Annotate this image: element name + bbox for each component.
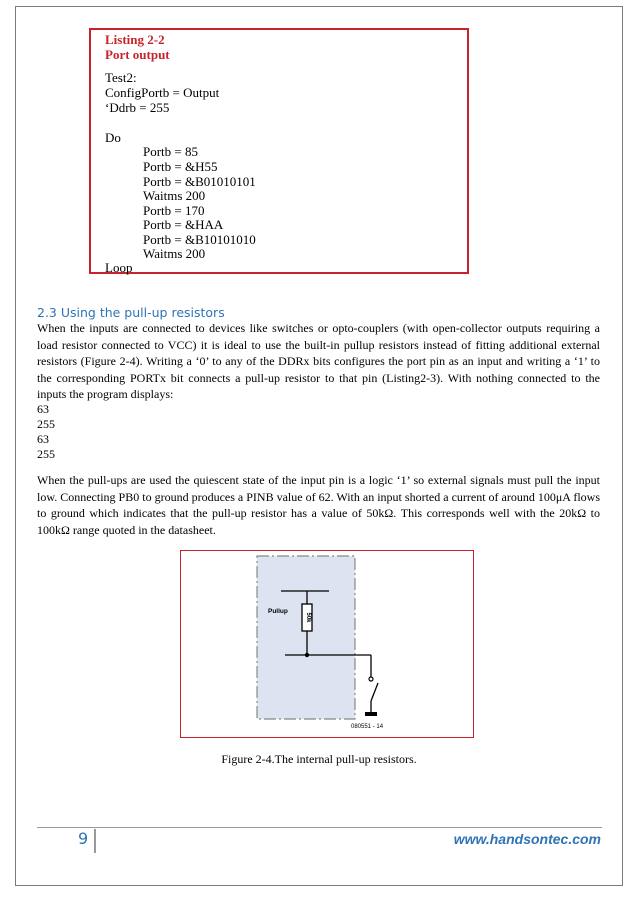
code-line: Portb = 170	[143, 203, 205, 218]
paragraph-pullup: When the pull-ups are used the quiescent state of the input pin is a logic ‘1’ so external signals must pull the input low. Connecting PB0 to ground produces a PINB value of 62. With an input shorted a current of around 100μA flows to ground which indicates that the pull-up resistor has a value of 50kΩ. This corresponds well with the 20kΩ to 100kΩ range quoted in the datasheet.	[37, 473, 600, 537]
code-line: Do	[105, 130, 121, 145]
resistor-value-label: 50k	[305, 612, 311, 623]
website-link[interactable]: www.handsontec.com	[453, 831, 601, 847]
code-listing-box	[89, 28, 469, 274]
code-line: ‘Ddrb = 255	[105, 100, 170, 115]
page-number: 9	[78, 829, 89, 848]
output-value: 255	[37, 447, 55, 461]
figure-code: 080551 - 14	[351, 724, 384, 730]
switch-icon	[371, 683, 378, 701]
code-line: ConfigPortb = Output	[105, 85, 220, 100]
figure-pullup-diagram	[180, 550, 474, 738]
switch-contact	[369, 677, 373, 681]
code-line: Waitms 200	[143, 246, 206, 261]
code-line: Portb = 85	[143, 144, 199, 159]
code-line: Test2:	[105, 70, 137, 85]
figure-caption: Figure 2-4.The internal pull-up resistors.	[221, 752, 417, 766]
code-line: Loop	[105, 260, 133, 275]
code-line: Portb = &HAA	[143, 217, 224, 232]
chip-boundary	[257, 556, 355, 719]
code-line: Portb = &H55	[143, 159, 218, 174]
code-line: Portb = &B01010101	[143, 174, 256, 189]
code-line: Waitms 200	[143, 188, 206, 203]
output-value: 63	[37, 432, 49, 446]
listing-title: Listing 2-2	[105, 32, 165, 47]
junction-dot	[305, 653, 309, 657]
paragraph-intro: When the inputs are connected to devices like switches or opto-couplers (with open-collector outputs requiring a load resistor connected to VCC) it is ideal to use the built-in pullup resistors instead of fitting additional external resistors (Figure 2-4). Writing a ‘0’ to any of the DDRx bits configures the port pin as an input and writing a ‘1’ to the corresponding PORTx bit connects a pull-up resistor to that pin (Listing2-3). With nothing connected to the inputs the program displays:	[37, 321, 600, 402]
section-heading: 2.3 Using the pull-up resistors	[37, 305, 225, 320]
listing-subtitle: Port output	[105, 47, 170, 62]
ground-icon	[365, 712, 377, 716]
pullup-label: Pullup	[268, 608, 288, 615]
output-value: 255	[37, 417, 55, 431]
footer-divider	[37, 827, 602, 828]
pullup-circuit-diagram	[181, 551, 473, 737]
page-number-separator	[94, 829, 96, 853]
output-value: 63	[37, 402, 49, 416]
code-line: Portb = &B10101010	[143, 232, 256, 247]
